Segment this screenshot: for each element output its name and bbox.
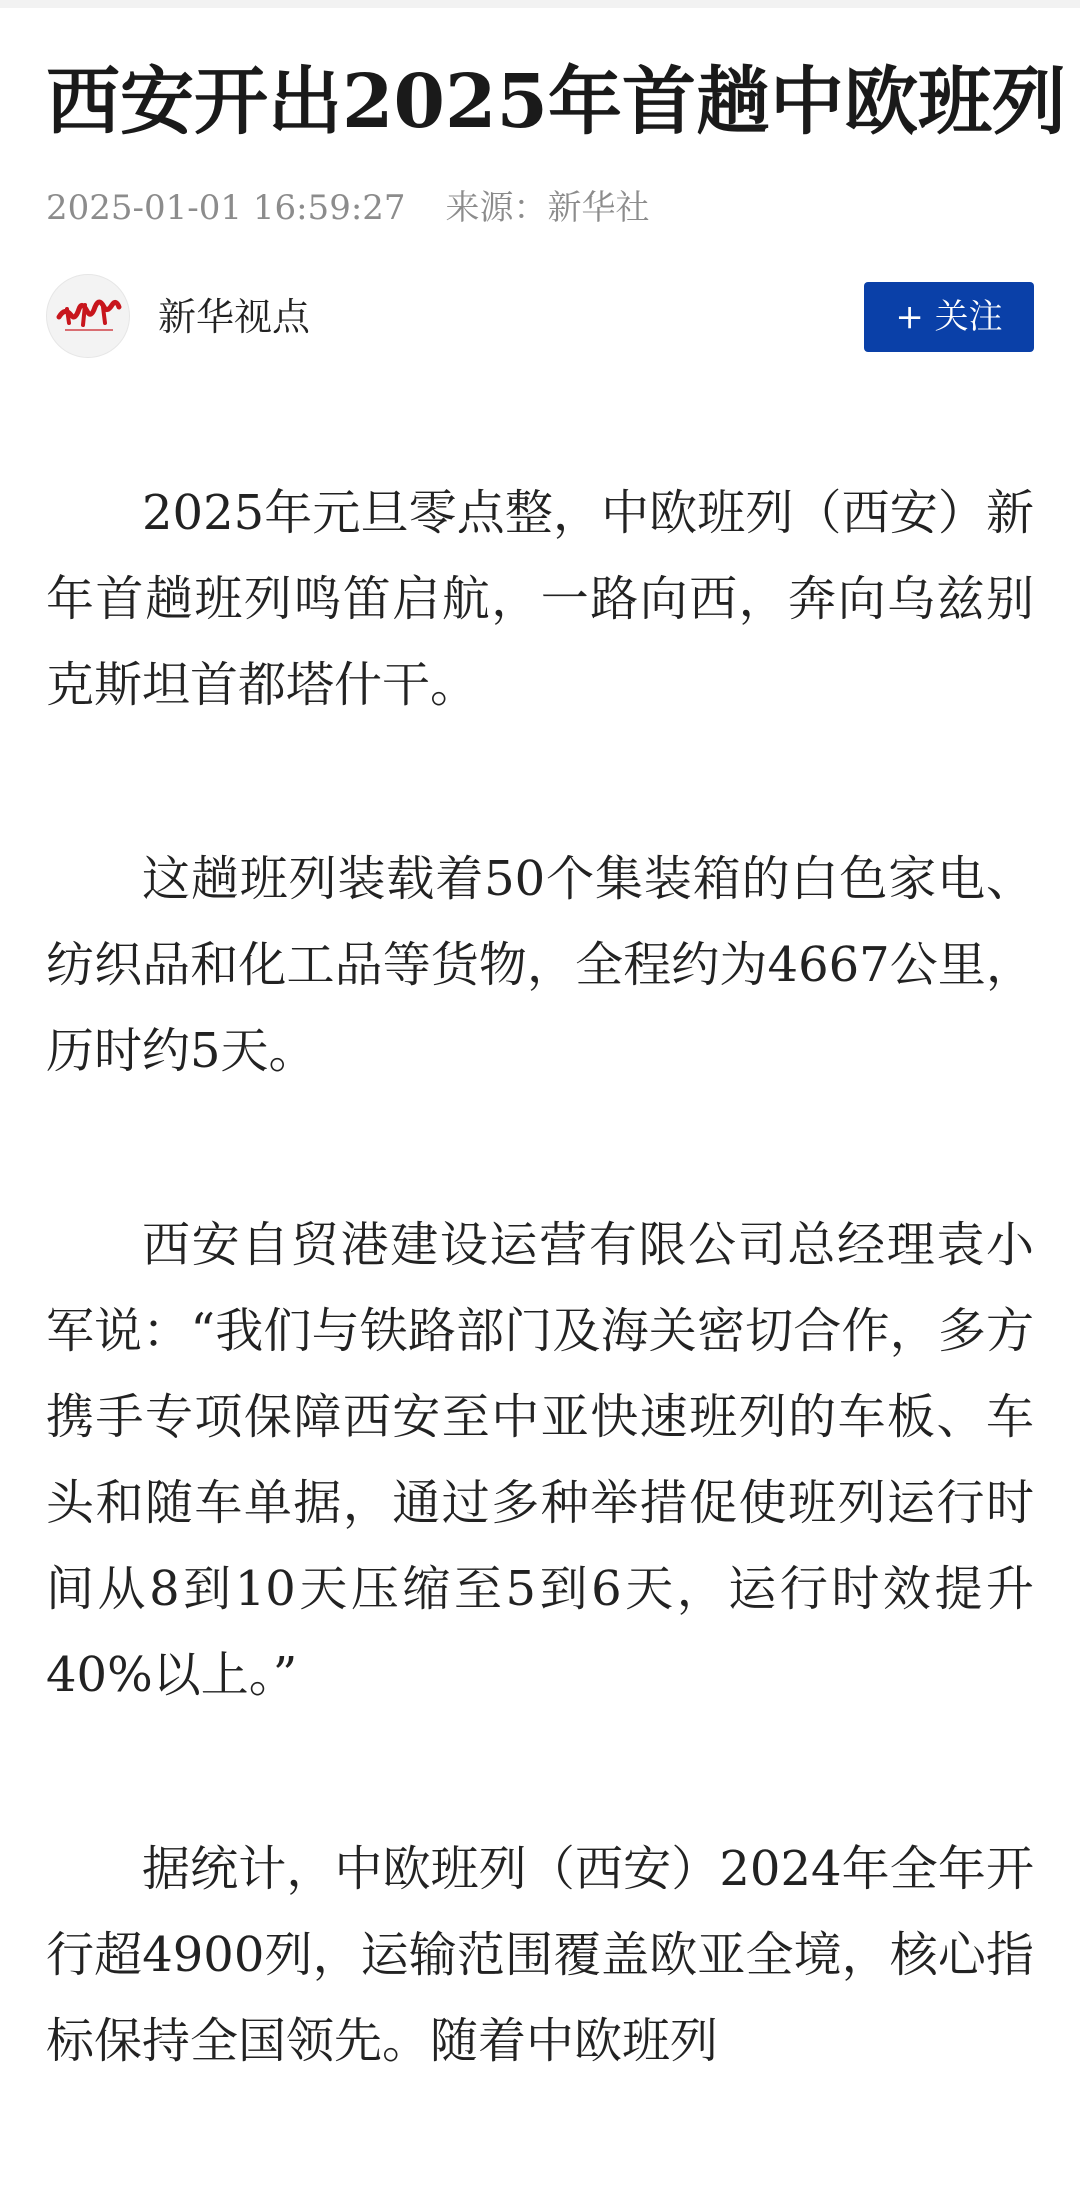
article-title: 西安开出2025年首趟中欧班列 (46, 59, 1066, 145)
article-paragraph: 西安自贸港建设运营有限公司总经理袁小军说：“我们与铁路部门及海关密切合作，多方携手专项保障西安至中亚快速班列的车板、车头和随车单据，通过多种举措促使班列运行时间从8到10天压缩至5到6天，运行时效提升40%以上。” (46, 1217, 1034, 1703)
author-bar (46, 272, 1034, 362)
article-paragraph: 2025年元旦零点整，中欧班列（西安）新年首趟班列鸣笛启航，一路向西，奔向乌兹别克斯坦首都塔什干。 (46, 485, 1034, 713)
article-paragraph: 这趟班列装载着50个集装箱的白色家电、纺织品和化工品等货物，全程约为4667公里，历时约5天。 (46, 851, 1034, 1079)
follow-button[interactable]: + 关注 (864, 282, 1034, 352)
article-source: 来源：新华社 (445, 188, 650, 228)
article-paragraph: 据统计，中欧班列（西安）2024年全年开行超4900列，运输范围覆盖欧亚全境，核心指标保持全国领先。随着中欧班列 (46, 1841, 1034, 2069)
article-body (46, 470, 1034, 2192)
author-name[interactable]: 新华视点 (158, 295, 311, 339)
xinhua-logo-icon[interactable] (46, 274, 130, 358)
article-meta (46, 186, 650, 230)
top-divider (0, 0, 1080, 8)
publish-time: 2025-01-01 16:59:27 (46, 188, 406, 228)
